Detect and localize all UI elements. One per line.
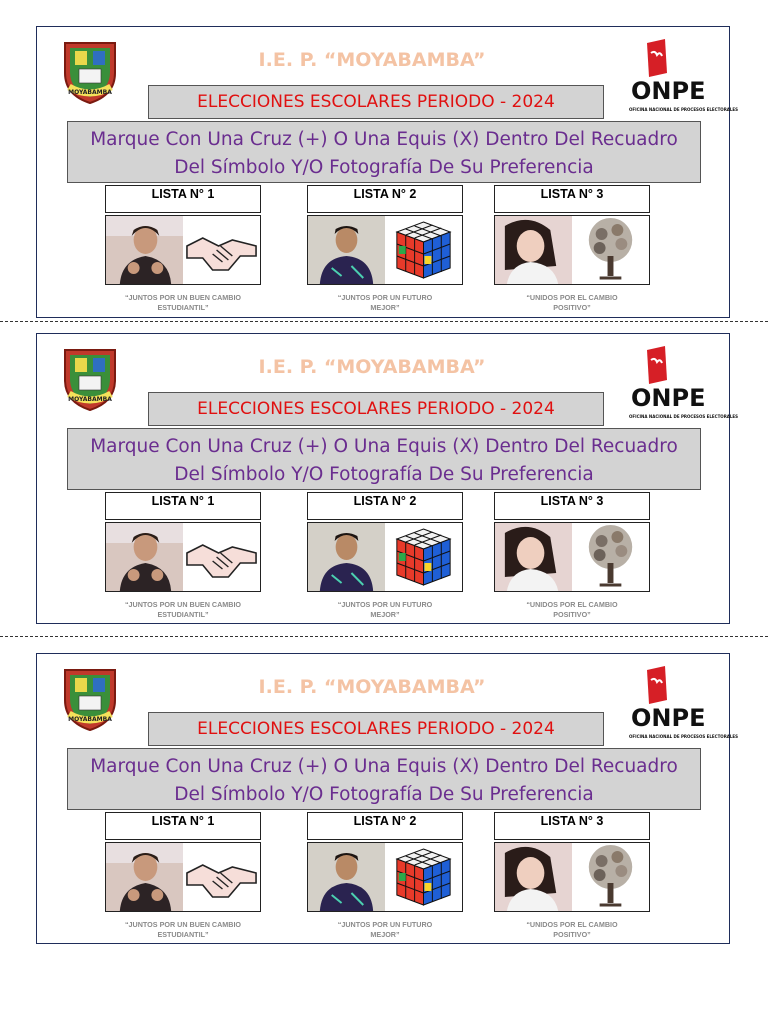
list-2 xyxy=(307,492,463,620)
onpe-text: ONPE xyxy=(631,384,706,412)
candidate-photo[interactable] xyxy=(106,843,183,911)
ballot-card xyxy=(36,333,739,624)
onpe-subtitle: OFICINA NACIONAL DE PROCESOS ELECTORALES xyxy=(629,414,739,419)
instructions-box xyxy=(67,121,701,183)
election-title: ELECCIONES ESCOLARES PERIODO - 2024 xyxy=(148,712,604,746)
list-3 xyxy=(494,492,650,620)
instructions-line-2: Del Símbolo Y/O Fotografía De Su Preferencia xyxy=(174,157,594,178)
list-2 xyxy=(307,812,463,940)
list-1 xyxy=(105,492,261,620)
instructions-line-1: Marque Con Una Cruz (+) O Una Equis (X) Dentro Del Recuadro xyxy=(90,756,678,777)
candidate-photo[interactable] xyxy=(495,843,572,911)
school-crest-icon xyxy=(59,666,121,732)
list-label: LISTA N° 3 xyxy=(494,812,650,840)
list-slogan: “JUNTOS POR UN FUTURO MEJOR” xyxy=(337,920,433,939)
handshake-icon[interactable] xyxy=(183,523,260,591)
list-slogan: “JUNTOS POR UN FUTURO MEJOR” xyxy=(337,600,433,619)
candidate-photo[interactable] xyxy=(308,216,385,284)
crest-text: MOYABAMBA xyxy=(68,89,112,96)
school-crest-icon xyxy=(59,39,121,105)
onpe-logo-icon xyxy=(625,33,739,119)
list-slogan: “JUNTOS POR UN BUEN CAMBIO ESTUDIANTIL” xyxy=(124,293,242,312)
list-3 xyxy=(494,185,650,313)
list-slogan: “JUNTOS POR UN BUEN CAMBIO ESTUDIANTIL” xyxy=(124,600,242,619)
list-slogan: “UNIDOS POR EL CAMBIO POSITIVO” xyxy=(526,920,618,939)
candidate-photo[interactable] xyxy=(495,523,572,591)
instructions-line-1: Marque Con Una Cruz (+) O Una Equis (X) Dentro Del Recuadro xyxy=(90,129,678,150)
list-slogan: “UNIDOS POR EL CAMBIO POSITIVO” xyxy=(526,293,618,312)
school-title: I.E. P. “MOYABAMBA” xyxy=(258,676,486,698)
crest-text: MOYABAMBA xyxy=(68,716,112,723)
list-label: LISTA N° 1 xyxy=(105,492,261,520)
candidate-photo[interactable] xyxy=(308,523,385,591)
onpe-subtitle: OFICINA NACIONAL DE PROCESOS ELECTORALES xyxy=(629,734,739,739)
list-1 xyxy=(105,812,261,940)
instructions-box xyxy=(67,748,701,810)
candidate-photo[interactable] xyxy=(495,216,572,284)
list-label: LISTA N° 2 xyxy=(307,492,463,520)
instructions-box xyxy=(67,428,701,490)
list-label: LISTA N° 2 xyxy=(307,812,463,840)
handshake-icon[interactable] xyxy=(183,216,260,284)
onpe-text: ONPE xyxy=(631,77,706,105)
rubiks-cube-icon[interactable] xyxy=(385,843,462,911)
ballot-card xyxy=(36,653,739,944)
onpe-logo-icon xyxy=(625,340,739,426)
list-label: LISTA N° 1 xyxy=(105,185,261,213)
list-slogan: “JUNTOS POR UN FUTURO MEJOR” xyxy=(337,293,433,312)
candidate-photo[interactable] xyxy=(106,523,183,591)
school-title: I.E. P. “MOYABAMBA” xyxy=(258,49,486,71)
list-2 xyxy=(307,185,463,313)
cut-line xyxy=(0,321,768,322)
list-3 xyxy=(494,812,650,940)
ballot-card xyxy=(36,26,739,318)
tree-icon[interactable] xyxy=(572,216,649,284)
list-label: LISTA N° 3 xyxy=(494,185,650,213)
instructions-line-2: Del Símbolo Y/O Fotografía De Su Preferencia xyxy=(174,464,594,485)
list-1 xyxy=(105,185,261,313)
list-label: LISTA N° 3 xyxy=(494,492,650,520)
tree-icon[interactable] xyxy=(572,523,649,591)
election-title: ELECCIONES ESCOLARES PERIODO - 2024 xyxy=(148,85,604,119)
crest-text: MOYABAMBA xyxy=(68,396,112,403)
instructions-line-2: Del Símbolo Y/O Fotografía De Su Preferencia xyxy=(174,784,594,805)
election-title: ELECCIONES ESCOLARES PERIODO - 2024 xyxy=(148,392,604,426)
onpe-logo-icon xyxy=(625,660,739,746)
list-label: LISTA N° 1 xyxy=(105,812,261,840)
list-slogan: “UNIDOS POR EL CAMBIO POSITIVO” xyxy=(526,600,618,619)
tree-icon[interactable] xyxy=(572,843,649,911)
handshake-icon[interactable] xyxy=(183,843,260,911)
list-slogan: “JUNTOS POR UN BUEN CAMBIO ESTUDIANTIL” xyxy=(124,920,242,939)
candidate-photo[interactable] xyxy=(106,216,183,284)
candidate-photo[interactable] xyxy=(308,843,385,911)
rubiks-cube-icon[interactable] xyxy=(385,216,462,284)
cut-line xyxy=(0,636,768,637)
onpe-subtitle: OFICINA NACIONAL DE PROCESOS ELECTORALES xyxy=(629,107,739,112)
onpe-text: ONPE xyxy=(631,704,706,732)
school-title: I.E. P. “MOYABAMBA” xyxy=(258,356,486,378)
list-label: LISTA N° 2 xyxy=(307,185,463,213)
school-crest-icon xyxy=(59,346,121,412)
rubiks-cube-icon[interactable] xyxy=(385,523,462,591)
instructions-line-1: Marque Con Una Cruz (+) O Una Equis (X) Dentro Del Recuadro xyxy=(90,436,678,457)
